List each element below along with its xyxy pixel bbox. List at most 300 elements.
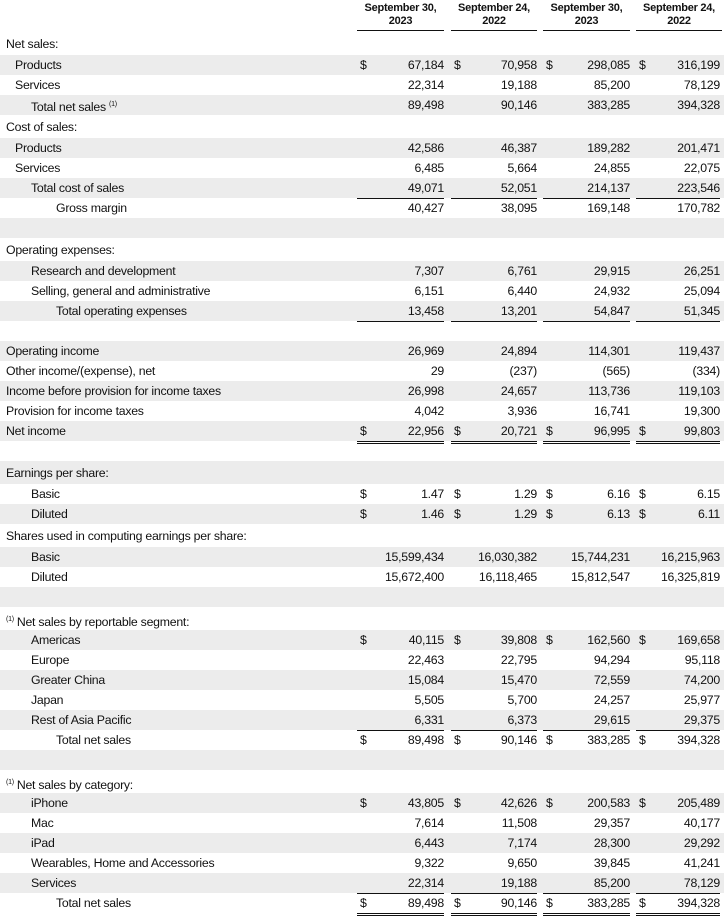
value-cell [636, 710, 720, 731]
section-heading-row [0, 770, 724, 793]
table-row [0, 261, 724, 281]
table-row [0, 793, 724, 813]
value: 43,805 [407, 796, 444, 810]
spacer-row [0, 321, 724, 341]
currency-symbol: $ [454, 424, 461, 438]
value-cell [636, 670, 720, 690]
table-row [0, 690, 724, 710]
table-row [0, 75, 724, 95]
section-heading [6, 524, 247, 549]
section-heading [6, 238, 115, 263]
value-cell [357, 893, 444, 916]
currency-symbol: $ [546, 633, 553, 647]
currency-symbol: $ [546, 796, 553, 810]
value: 114,301 [588, 344, 630, 358]
value-cell [636, 484, 720, 504]
value-cell [543, 178, 630, 199]
value: 78,129 [683, 78, 720, 92]
section-heading-row [0, 607, 724, 630]
value-cell [543, 361, 630, 382]
value: 90,146 [500, 896, 537, 910]
currency-symbol: $ [360, 507, 367, 521]
column-header-date: September 30, [550, 2, 623, 14]
value-cell [543, 261, 630, 281]
value: 94,294 [593, 653, 630, 667]
column-header-year: 2023 [574, 15, 599, 27]
value: 85,200 [593, 78, 630, 92]
table-row [0, 630, 724, 650]
value: 26,251 [683, 264, 720, 278]
value-cell [357, 504, 444, 524]
value-cell [636, 630, 720, 650]
value-cell [636, 690, 720, 710]
value: 6,373 [507, 713, 537, 727]
value: (565) [602, 364, 630, 378]
value-cell [636, 138, 720, 158]
value: 201,471 [677, 141, 720, 155]
value: 9,650 [507, 856, 537, 870]
currency-symbol: $ [454, 733, 461, 747]
table-row [0, 730, 724, 750]
value: 67,184 [407, 58, 444, 72]
row-label-text: Greater China [31, 673, 105, 687]
currency-symbol: $ [546, 58, 553, 72]
value: 6,443 [414, 836, 444, 850]
value: 85,200 [593, 876, 630, 890]
row-label-text: Services [15, 78, 61, 92]
currency-symbol: $ [639, 896, 646, 910]
currency-symbol: $ [639, 58, 646, 72]
currency-symbol: $ [454, 58, 461, 72]
value: 6,485 [414, 161, 444, 175]
value-cell [543, 793, 630, 813]
value: 15,812,547 [570, 570, 630, 584]
value-cell [543, 833, 630, 853]
currency-symbol: $ [546, 733, 553, 747]
column-header [636, 2, 722, 31]
table-row [0, 833, 724, 853]
value: 49,071 [407, 181, 444, 195]
value: 24,894 [500, 344, 537, 358]
value: 6,331 [414, 713, 444, 727]
value-cell [543, 401, 630, 422]
value-cell [451, 158, 537, 179]
row-label-text: Europe [31, 653, 70, 667]
value-cell [451, 873, 537, 894]
table-row [0, 158, 724, 178]
table-row [0, 547, 724, 567]
currency-symbol: $ [360, 896, 367, 910]
value: 205,489 [677, 796, 720, 810]
value: 25,094 [683, 284, 720, 298]
value-cell [636, 381, 720, 401]
row-label [31, 690, 63, 710]
value: 29,915 [593, 264, 630, 278]
value-cell [636, 893, 720, 916]
value-cell [543, 547, 630, 567]
value-cell [451, 710, 537, 731]
row-label [6, 381, 221, 401]
currency-symbol: $ [639, 507, 646, 521]
column-header-date: September 24, [458, 2, 530, 14]
currency-symbol: $ [546, 896, 553, 910]
value-cell [636, 793, 720, 813]
spacer-row [0, 218, 724, 238]
value: 1.29 [514, 507, 537, 521]
value: 6,440 [507, 284, 537, 298]
column-header [451, 2, 537, 31]
value-cell [357, 630, 444, 650]
table-row [0, 484, 724, 504]
column-header-date: September 30, [364, 2, 437, 14]
value: 19,188 [500, 78, 537, 92]
row-label-text: Net income [6, 424, 66, 438]
value: 89,498 [407, 98, 444, 112]
value: 316,199 [677, 58, 720, 72]
section-heading-text: Net sales by category: [16, 778, 133, 792]
row-label-text: Total net sales [56, 896, 131, 910]
value-cell [357, 710, 444, 731]
row-label-text: Wearables, Home and Accessories [31, 856, 215, 870]
value: 4,042 [414, 404, 444, 418]
value: 24,855 [593, 161, 630, 175]
value-cell [357, 281, 444, 302]
value: 40,427 [407, 201, 444, 215]
row-label [31, 261, 175, 281]
value: 22,463 [407, 653, 444, 667]
value-cell [357, 261, 444, 281]
value-cell [451, 547, 537, 567]
value-cell [451, 138, 537, 158]
value: 42,586 [407, 141, 444, 155]
value: 52,051 [500, 181, 537, 195]
row-label-text: iPad [31, 836, 55, 850]
value-cell [636, 547, 720, 567]
table-row [0, 301, 724, 321]
value: 19,300 [683, 404, 720, 418]
row-label [15, 158, 60, 178]
value: 119,103 [678, 384, 720, 398]
table-row [0, 55, 724, 75]
value-cell [636, 75, 720, 96]
value: 9,322 [414, 856, 444, 870]
row-label [31, 178, 124, 198]
value: 26,969 [407, 344, 444, 358]
value-cell [451, 301, 537, 322]
value-cell [357, 55, 444, 75]
column-header-year: 2022 [667, 15, 691, 27]
value: 16,741 [593, 404, 630, 418]
row-label [6, 341, 99, 361]
value: 74,200 [683, 673, 720, 687]
currency-symbol: $ [454, 796, 461, 810]
value: 7,614 [414, 816, 444, 830]
value: 38,095 [500, 201, 537, 215]
value: 6.11 [697, 507, 720, 521]
table-row [0, 710, 724, 730]
row-label [56, 893, 131, 913]
section-heading-text: Net sales: [6, 37, 59, 51]
value: 26,998 [407, 384, 444, 398]
value-cell [636, 95, 720, 115]
value: 6.13 [607, 507, 630, 521]
value-cell [451, 504, 537, 524]
table-row [0, 198, 724, 218]
currency-symbol: $ [546, 487, 553, 501]
value-cell [543, 893, 630, 916]
value: 5,505 [414, 693, 444, 707]
table-row [0, 281, 724, 301]
value: 169,148 [587, 201, 630, 215]
value: 13,458 [407, 304, 444, 318]
value-cell [357, 95, 444, 115]
value: 20,721 [500, 424, 537, 438]
value: 16,030,382 [477, 550, 537, 564]
value: 189,282 [587, 141, 630, 155]
row-label-text: Basic [31, 550, 60, 564]
value: (334) [692, 364, 720, 378]
column-headers [0, 0, 724, 32]
row-label-text: Selling, general and administrative [31, 284, 211, 298]
value-cell [451, 690, 537, 710]
value: 89,498 [407, 896, 444, 910]
value: 22,075 [683, 161, 720, 175]
value: 16,118,465 [478, 570, 537, 584]
value-cell [357, 158, 444, 179]
value-cell [636, 55, 720, 75]
value: 15,599,434 [384, 550, 444, 564]
currency-symbol: $ [639, 733, 646, 747]
row-label-text: Mac [31, 816, 54, 830]
column-header-year: 2023 [388, 15, 413, 27]
value-cell [451, 178, 537, 199]
value: 96,995 [593, 424, 630, 438]
value-cell [451, 793, 537, 813]
currency-symbol: $ [639, 633, 646, 647]
value-cell [451, 261, 537, 281]
row-label [31, 281, 210, 301]
value: 54,847 [593, 304, 630, 318]
value-cell [357, 138, 444, 158]
row-label [6, 421, 66, 441]
value-cell [543, 301, 630, 322]
table-row [0, 361, 724, 381]
row-label [15, 138, 62, 158]
value: 7,174 [507, 836, 537, 850]
row-label-text: Americas [31, 633, 81, 647]
value-cell [543, 630, 630, 650]
value: 223,546 [677, 181, 720, 195]
section-heading-row [0, 461, 724, 484]
spacer-row [0, 441, 724, 461]
value: 162,560 [587, 633, 630, 647]
value: 29 [430, 364, 444, 378]
value-cell [543, 75, 630, 96]
row-label-text: Basic [31, 487, 60, 501]
currency-symbol: $ [360, 733, 367, 747]
value-cell [543, 853, 630, 873]
value: 29,375 [683, 713, 720, 727]
value: 15,470 [500, 673, 537, 687]
value: 90,146 [500, 733, 537, 747]
value: 72,559 [593, 673, 630, 687]
value: 22,314 [407, 78, 444, 92]
row-label-text: Total cost of sales [31, 181, 124, 195]
value-cell [636, 261, 720, 281]
table-row [0, 650, 724, 670]
value-cell [543, 690, 630, 710]
row-label-text: Services [31, 876, 77, 890]
table-row [0, 95, 724, 115]
table-row [0, 670, 724, 690]
value: 16,215,963 [660, 550, 720, 564]
value-cell [357, 853, 444, 873]
value: 99,803 [683, 424, 720, 438]
value: 11,508 [501, 816, 537, 830]
value: 113,736 [588, 384, 630, 398]
row-label [15, 55, 62, 75]
value-cell [543, 813, 630, 833]
row-label-text: Gross margin [56, 201, 127, 215]
value-cell [357, 341, 444, 361]
value: 25,977 [683, 693, 720, 707]
value-cell [636, 158, 720, 179]
value: 3,936 [507, 404, 537, 418]
currency-symbol: $ [454, 633, 461, 647]
value: (237) [509, 364, 537, 378]
value-cell [543, 710, 630, 731]
value: 15,084 [407, 673, 444, 687]
value-cell [543, 484, 630, 504]
value-cell [451, 281, 537, 302]
value-cell [357, 873, 444, 894]
value: 170,782 [677, 201, 720, 215]
value-cell [451, 893, 537, 916]
row-label-text: Other income/(expense), net [6, 364, 156, 378]
row-label [31, 793, 68, 813]
value: 22,795 [500, 653, 537, 667]
section-heading-text: Net sales by reportable segment: [16, 615, 190, 629]
value: 70,958 [500, 58, 537, 72]
section-heading-text: Earnings per share: [6, 466, 109, 480]
value: 6,151 [414, 284, 444, 298]
value: 15,744,231 [570, 550, 630, 564]
row-label [6, 361, 155, 381]
value-cell [357, 75, 444, 96]
spacer-row [0, 750, 724, 770]
currency-symbol: $ [454, 507, 461, 521]
table-row [0, 853, 724, 873]
row-label [6, 401, 144, 421]
value: 383,285 [587, 98, 630, 112]
row-label-text: Total net sales [31, 100, 106, 114]
column-header-date: September 24, [643, 2, 715, 14]
row-label-text: Research and development [31, 264, 176, 278]
section-heading-row [0, 524, 724, 547]
value: 39,845 [593, 856, 630, 870]
value-cell [357, 484, 444, 504]
column-header [543, 2, 630, 31]
value-cell [543, 567, 630, 587]
value: 394,328 [677, 896, 720, 910]
section-heading-text: Shares used in computing earnings per share: [6, 529, 247, 543]
value: 6.16 [607, 487, 630, 501]
value-cell [636, 281, 720, 302]
value: 46,387 [500, 141, 537, 155]
value-cell [636, 401, 720, 422]
section-heading-row [0, 238, 724, 261]
value-cell [636, 813, 720, 833]
value: 5,700 [507, 693, 537, 707]
value: 42,626 [500, 796, 537, 810]
value: 214,137 [587, 181, 630, 195]
value-cell [636, 833, 720, 853]
value-cell [451, 75, 537, 96]
value-cell [636, 873, 720, 894]
value-cell [636, 301, 720, 322]
value-cell [357, 813, 444, 833]
row-label [31, 95, 117, 117]
row-label [31, 630, 80, 650]
row-label-text: Provision for income taxes [6, 404, 144, 418]
value: 41,241 [683, 856, 720, 870]
value: 119,437 [678, 344, 720, 358]
value-cell [451, 341, 537, 361]
value: 394,328 [677, 733, 720, 747]
currency-symbol: $ [360, 796, 367, 810]
table-row [0, 341, 724, 361]
value: 29,615 [593, 713, 630, 727]
value-cell [451, 381, 537, 401]
footnote-marker: (1) [6, 616, 14, 623]
value: 169,658 [677, 633, 720, 647]
value-cell [357, 301, 444, 322]
value-cell [543, 95, 630, 115]
value-cell [451, 484, 537, 504]
value-cell [636, 361, 720, 382]
value-cell [451, 630, 537, 650]
table-row [0, 138, 724, 158]
currency-symbol: $ [360, 487, 367, 501]
table-row [0, 873, 724, 893]
value-cell [357, 650, 444, 670]
value-cell [357, 833, 444, 853]
row-label-text: Total operating expenses [56, 304, 187, 318]
value: 95,118 [684, 653, 720, 667]
row-label-text: Operating income [6, 344, 100, 358]
value: 383,285 [587, 733, 630, 747]
currency-symbol: $ [546, 424, 553, 438]
row-label-text: Services [15, 161, 61, 175]
value-cell [636, 504, 720, 524]
table-row [0, 421, 724, 441]
value: 24,932 [593, 284, 630, 298]
value: 40,177 [683, 816, 720, 830]
row-label-text: Diluted [31, 507, 68, 521]
row-label [31, 547, 60, 567]
value-cell [451, 670, 537, 690]
value-cell [357, 178, 444, 199]
value-cell [451, 55, 537, 75]
value: 15,672,400 [384, 570, 444, 584]
row-label [15, 75, 60, 95]
value: 16,325,819 [660, 570, 720, 584]
currency-symbol: $ [639, 796, 646, 810]
value: 200,583 [587, 796, 630, 810]
table-row [0, 813, 724, 833]
value-cell [543, 55, 630, 75]
currency-symbol: $ [360, 424, 367, 438]
